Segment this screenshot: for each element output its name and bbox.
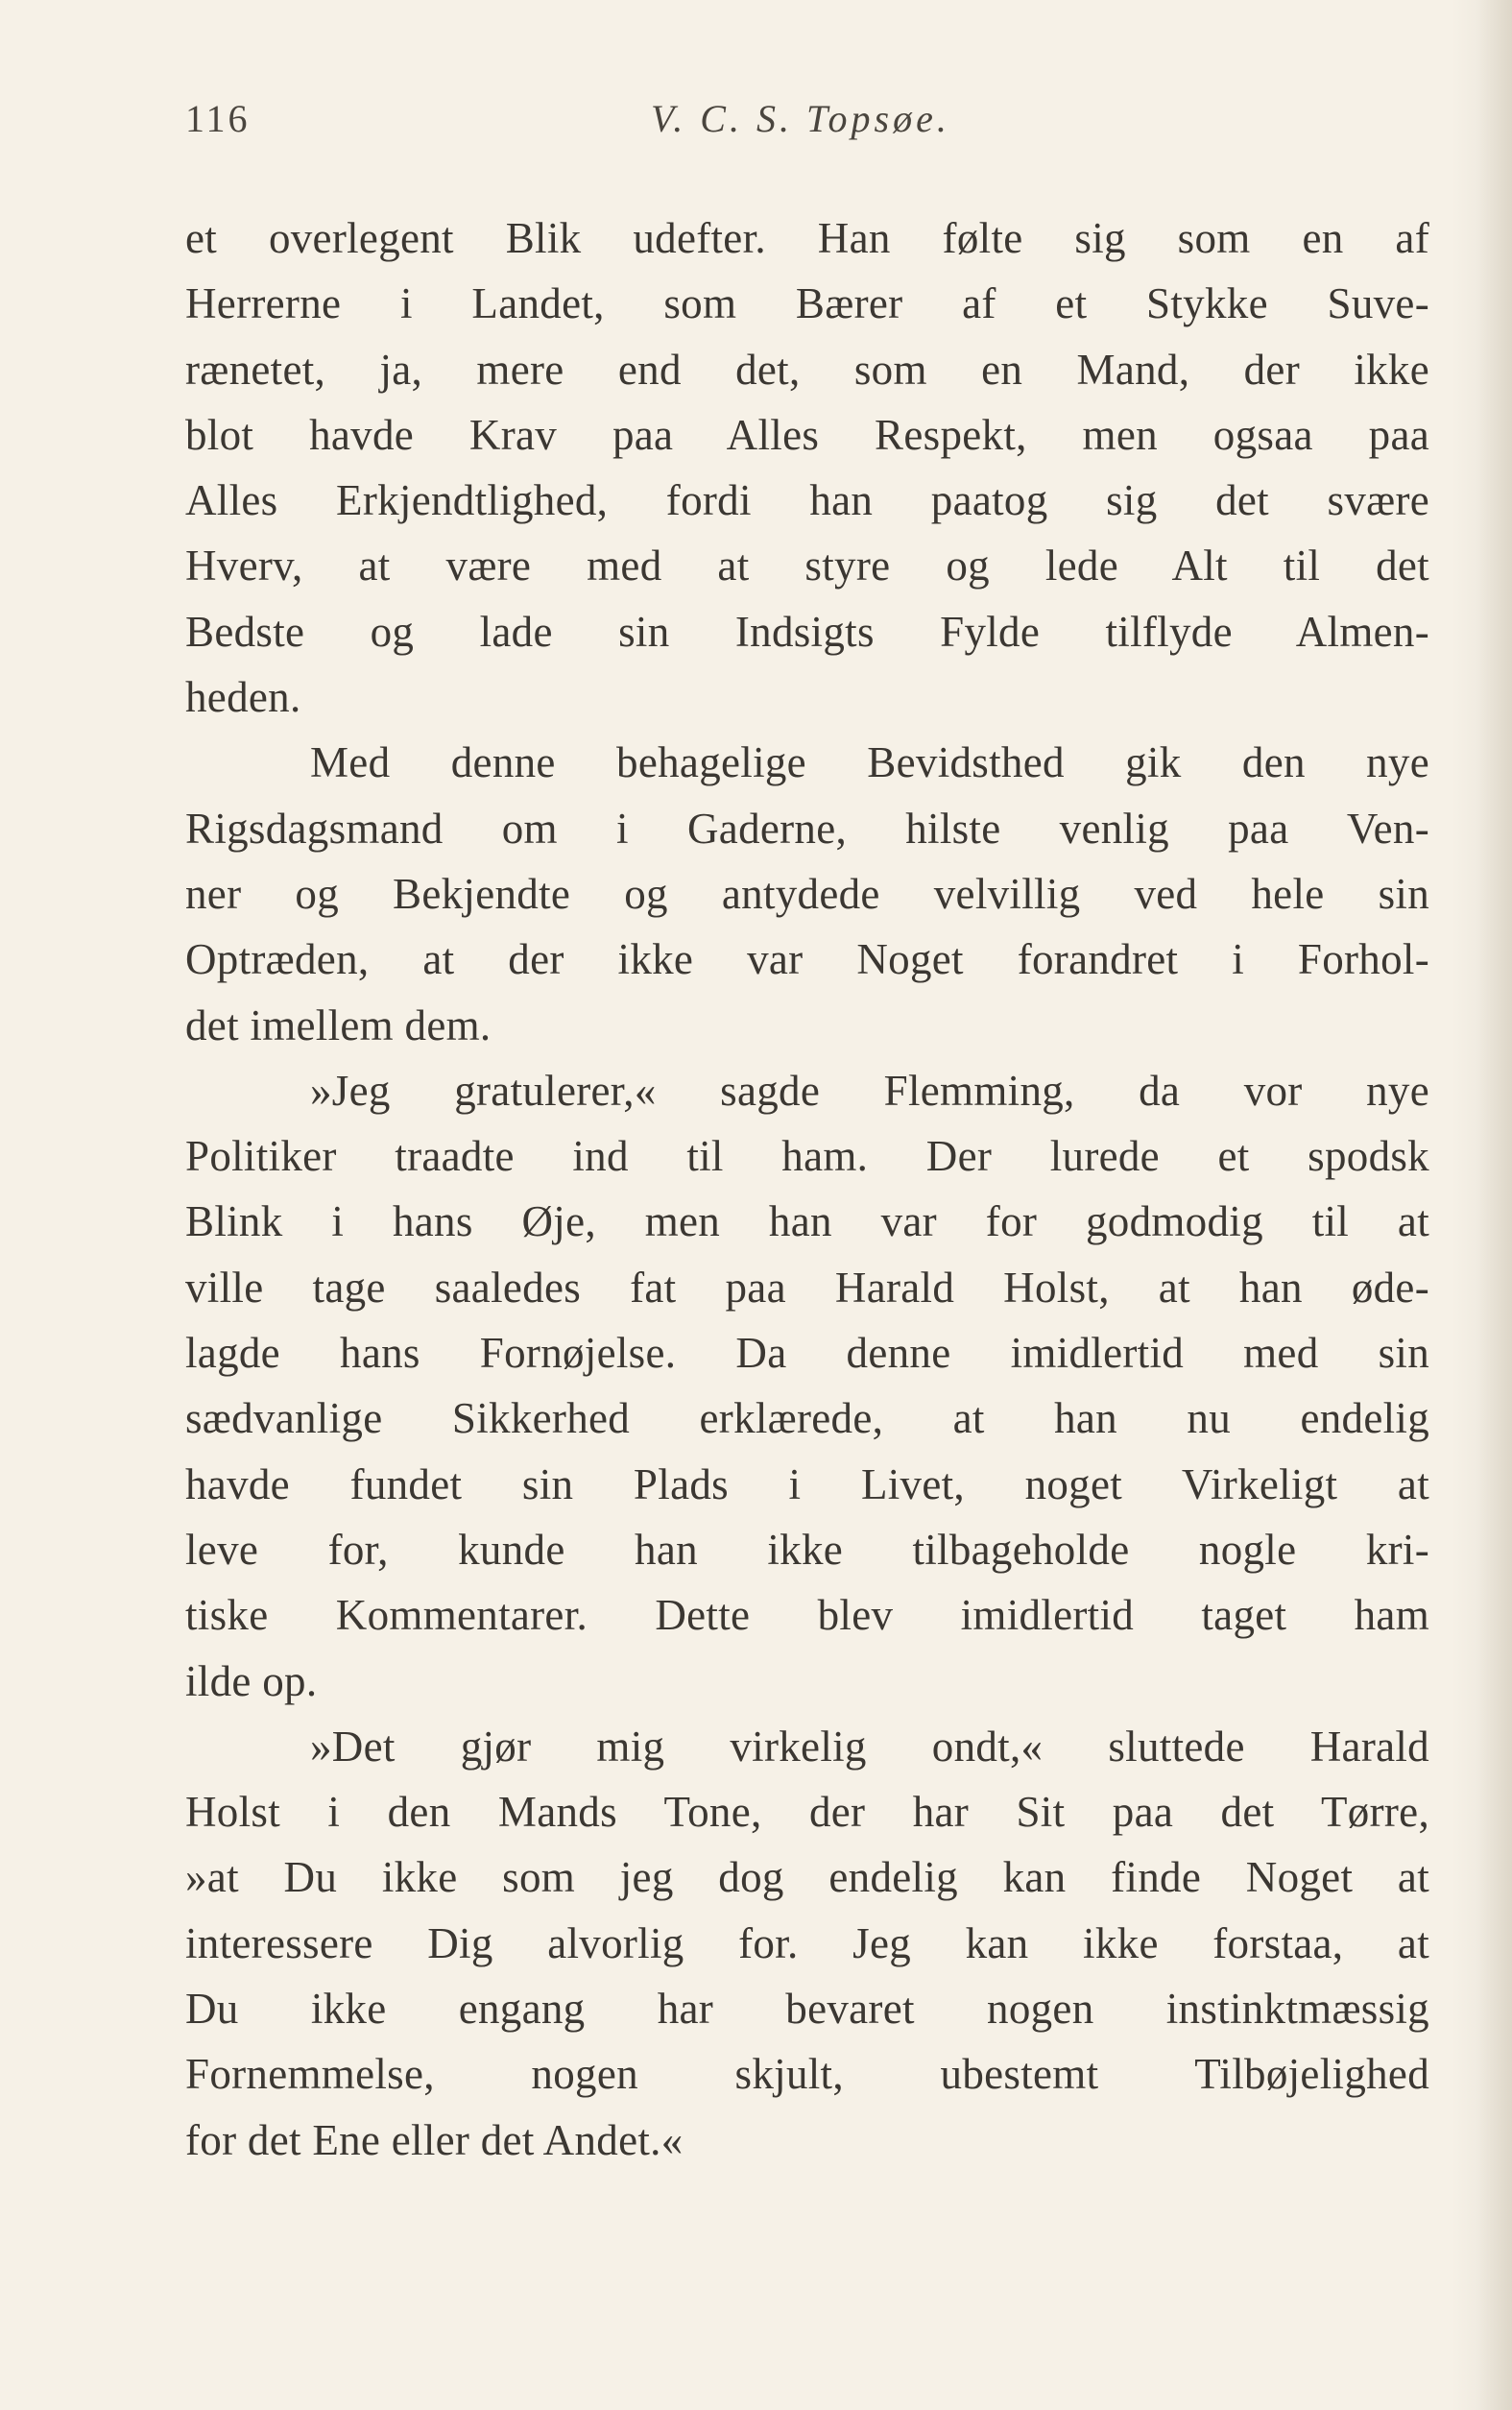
text-line: for det Ene eller det Andet.« <box>185 2115 684 2164</box>
text-line: Optræden, at der ikke var Noget forandret i Forhol- <box>185 935 1429 984</box>
text-line: heden. <box>185 673 301 722</box>
text-line: blot havde Krav paa Alles Respekt, men ogsaa paa <box>185 410 1429 459</box>
text-line: Fornemmelse, nogen skjult, ubestemt Tilbøjelighed <box>185 2050 1429 2099</box>
text-line: Politiker traadte ind til ham. Der lurede et spodsk <box>185 1132 1429 1181</box>
text-line: ilde op. <box>185 1656 318 1705</box>
text-line: et overlegent Blik udefter. Han følte sig som en af <box>185 214 1429 262</box>
text-line: tiske Kommentarer. Dette blev imidlertid taget ham <box>185 1591 1429 1640</box>
text-line: Rigsdagsmand om i Gaderne, hilste venlig paa Ven- <box>185 804 1429 853</box>
text-line: »Det gjør mig virkelig ondt,« sluttede Harald <box>310 1722 1429 1771</box>
text-line: Alles Erkjendtlighed, fordi han paatog sig det svære <box>185 476 1429 525</box>
text-line: havde fundet sin Plads i Livet, noget Virkeligt at <box>185 1459 1429 1508</box>
page-edge-shadow <box>1477 0 1512 2410</box>
text-line: ner og Bekjendte og antydede velvillig ved hele sin <box>185 869 1429 918</box>
text-line: »at Du ikke som jeg dog endelig kan finde Noget at <box>185 1853 1429 1902</box>
text-line: sædvanlige Sikkerhed erklærede, at han nu endelig <box>185 1394 1429 1443</box>
text-line: Bedste og lade sin Indsigts Fylde tilflyde Almen- <box>185 607 1429 656</box>
text-line: Blink i hans Øje, men han var for godmodig til at <box>185 1197 1429 1246</box>
text-line: leve for, kunde han ikke tilbageholde nogle kri- <box>185 1525 1429 1574</box>
text-line: Du ikke engang har bevaret nogen instinktmæssig <box>185 1985 1429 2034</box>
page-number: 116 <box>185 97 251 140</box>
text-line: Holst i den Mands Tone, der har Sit paa det Tørre, <box>185 1788 1429 1837</box>
text-line: »Jeg gratulerer,« sagde Flemming, da vor nye <box>310 1066 1429 1115</box>
text-line: interessere Dig alvorlig for. Jeg kan ikke forstaa, at <box>185 1918 1429 1967</box>
text-line: Med denne behagelige Bevidsthed gik den nye <box>310 738 1429 787</box>
running-head: V. C. S. Topsøe. <box>651 97 950 140</box>
text-line: Hverv, at være med at styre og lede Alt til det <box>185 542 1429 590</box>
text-line: rænetet, ja, mere end det, som en Mand, der ikke <box>185 345 1429 394</box>
text-line: Herrerne i Landet, som Bærer af et Stykke Suve- <box>185 279 1429 328</box>
body-text <box>185 205 1429 2173</box>
page-header <box>185 96 1429 154</box>
text-line: lagde hans Fornøjelse. Da denne imidlertid med sin <box>185 1329 1429 1378</box>
text-line: det imellem dem. <box>185 1000 492 1049</box>
text-line: ville tage saaledes fat paa Harald Holst, at han øde- <box>185 1263 1429 1312</box>
